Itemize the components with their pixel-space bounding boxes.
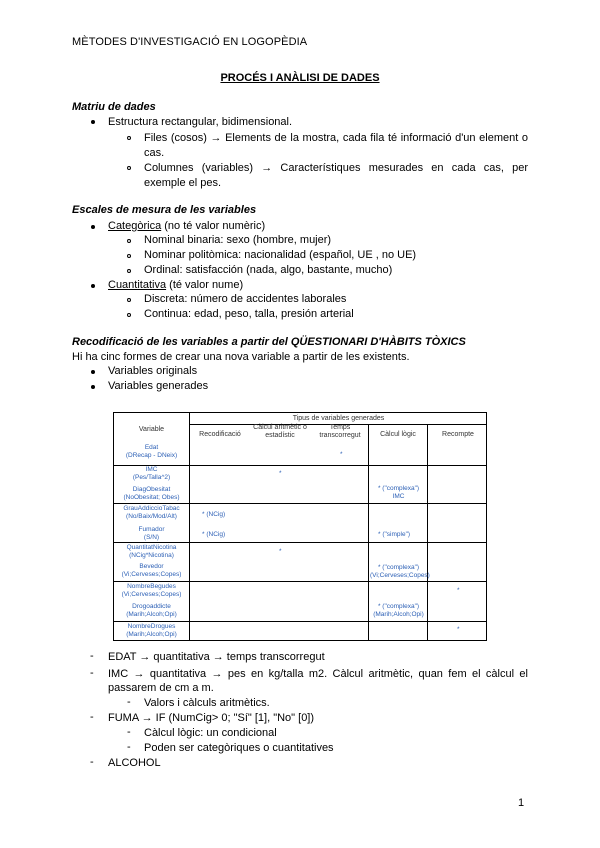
var-sub: (Marih;Alcoh;Opi) <box>126 630 177 638</box>
var-sub: (Vi;Cerveses;Copes) <box>121 570 182 578</box>
table-row-variable <box>114 466 189 481</box>
circle-bullet <box>127 166 131 170</box>
s2-continua: Continua: edad, peso, talla, presión arterial <box>144 308 354 320</box>
heading-matriu: Matriu de dades <box>72 101 156 113</box>
var-name: DiagObesitat <box>132 486 171 493</box>
col-divider <box>427 425 428 640</box>
variables-table <box>113 412 487 641</box>
s3-intro: Hi ha cinc formes de crear una nova variable a partir de les existents. <box>72 351 410 363</box>
mark-complexa-sub: (Vi;Cerveses;Copes) <box>370 571 430 579</box>
bullet-dot <box>91 370 95 374</box>
var-sub: (NoObesitat; Obes) <box>123 493 180 501</box>
var-sub: (NCig*Nicotina) <box>129 551 174 559</box>
circle-bullet <box>127 239 131 243</box>
s2-categorica <box>108 220 265 232</box>
mark-complexa-sub: IMC <box>392 492 405 500</box>
row-divider <box>114 542 486 543</box>
table-row-variable <box>114 563 189 578</box>
circle-bullet <box>127 313 131 317</box>
col-header-recompte: Recompte <box>442 431 474 438</box>
var-name: NombreBegudes <box>127 583 176 590</box>
var-sub: (Pes/Talla^2) <box>132 473 171 481</box>
col-divider <box>368 425 369 640</box>
var-name: IMC <box>145 466 158 473</box>
running-header: MÈTODES D'INVESTIGACIÓ EN LOGOPÈDIA <box>72 36 308 48</box>
mark-fumador-recod: * (NCig) <box>202 531 226 538</box>
mark-nbegudes-recompte: * <box>457 587 460 594</box>
dash-marker: - <box>90 650 94 662</box>
heading-escales: Escales de mesura de les variables <box>72 204 257 216</box>
var-name: NombreDrogues <box>127 623 176 630</box>
var-name: Drogoaddicte <box>132 603 171 610</box>
var-sub: (DRecap - DNeix) <box>125 451 178 459</box>
circle-bullet <box>127 269 131 273</box>
s2-cuantitativa <box>108 279 243 291</box>
page-number: 1 <box>518 797 525 809</box>
mark-diagobesitat-logic <box>370 485 427 500</box>
mark-nicotina-aritmetic: * <box>279 548 282 555</box>
item-edat: EDAT → quantitativa → temps transcorregut <box>108 651 325 663</box>
mark-bevedor-logic <box>370 564 430 579</box>
mark-edat-temps: * <box>340 451 343 458</box>
var-sub: (S/N) <box>143 533 160 541</box>
categorica-label: Categòrica <box>108 220 162 232</box>
row-divider <box>114 503 486 504</box>
page-title: PROCÉS I ANÀLISI DE DADES <box>220 72 380 84</box>
categorica-rest: (no té valor numèric) <box>161 220 266 232</box>
s3-originals: Variables originals <box>108 365 198 377</box>
var-sub: (Vi;Cerveses;Copes) <box>121 590 182 598</box>
table-row-variable <box>114 583 189 598</box>
bullet-dot <box>91 284 95 288</box>
col-header-temps: Temps transcorregut <box>319 424 361 439</box>
var-sub: (Marih;Alcoh;Opi) <box>126 610 177 618</box>
circle-bullet <box>127 254 131 258</box>
table-row-variable <box>114 603 189 618</box>
table-row-variable <box>114 544 189 559</box>
s3-generades: Variables generades <box>108 380 209 392</box>
table-row-variable <box>114 486 189 501</box>
bullet-dot <box>91 120 95 124</box>
s2-nominal-politomica: Nominar politòmica: nacionalidad (español, UE , no UE) <box>144 249 417 261</box>
bullet-dot <box>91 385 95 389</box>
var-name: GrauAddiccioTabac <box>123 505 180 512</box>
dash-marker: - <box>127 696 131 708</box>
mark-imc-aritmetic: * <box>279 470 282 477</box>
mark-grau-recod: * (NCig) <box>202 511 226 518</box>
dash-marker: - <box>90 756 94 768</box>
col-divider <box>189 413 190 640</box>
var-name: QuantitatNicotina <box>126 544 177 551</box>
s2-nominal-binaria: Nominal binaria: sexo (hombre, mujer) <box>144 234 332 246</box>
table-row-variable <box>114 526 189 541</box>
circle-bullet <box>127 136 131 140</box>
mark-ndrogues-recompte: * <box>457 626 460 633</box>
item-imc-sub: Valors i càlculs aritmètics. <box>144 697 270 709</box>
item-fuma-sub2: Poden ser categòriques o cuantitatives <box>144 742 334 754</box>
col-header-calcul-aritmetic: Càlcul aritmètic o estadístic <box>253 424 307 439</box>
circle-bullet <box>127 298 131 302</box>
row-divider <box>114 581 486 582</box>
s2-ordinal: Ordinal: satisfacción (nada, algo, bastante, mucho) <box>144 264 393 276</box>
var-name: Bevedor <box>139 563 164 570</box>
dash-marker: - <box>127 741 131 753</box>
item-imc: IMC → quantitativa → pes en kg/talla m2. Càlcul aritmètic, quan fem el càlcul el passarem de cm a m. <box>108 668 528 694</box>
table-row-variable <box>114 444 189 459</box>
group-header: Tipus de variables generades <box>292 415 385 422</box>
item-alcohol: ALCOHOL <box>108 757 161 769</box>
table-row-variable <box>114 623 189 638</box>
cuantitativa-label: Cuantitativa <box>108 279 167 291</box>
mark-complexa: * ("complexa") <box>377 485 420 492</box>
dash-marker: - <box>90 711 94 723</box>
dash-marker: - <box>127 726 131 738</box>
var-name: Fumador <box>138 526 165 533</box>
heading-recodificacio: Recodificació de les variables a partir del QÜESTIONARI D'HÀBITS TÒXICS <box>72 336 466 348</box>
item-fuma: FUMA → IF (NumCig> 0; "Sí" [1], "No" [0]) <box>108 712 315 724</box>
col-header-variable: Variable <box>138 426 165 433</box>
var-sub: (No/Baix/Mod/Alt) <box>126 512 177 520</box>
mark-complexa: * ("complexa") <box>377 603 420 610</box>
var-name: Edat <box>144 444 159 451</box>
mark-fumador-logic: * ("simple") <box>378 531 411 538</box>
bullet-dot <box>91 225 95 229</box>
s2-discreta: Discreta: número de accidentes laborales <box>144 293 347 305</box>
table-row-variable <box>114 505 189 520</box>
mark-complexa-sub: (Marih;Alcoh;Opi) <box>373 610 424 618</box>
cuantitativa-rest: (té valor nume) <box>166 279 244 291</box>
s1-bullet-1: Estructura rectangular, bidimensional. <box>108 116 293 128</box>
item-fuma-sub1: Càlcul lògic: un condicional <box>144 727 277 739</box>
s1-files: Files (cosos) → Elements de la mostra, cada fila té informació d'un element o cas. <box>144 132 528 159</box>
s1-columnes: Columnes (variables) → Característiques mesurades en cada cas, per exemple el pes. <box>144 162 528 189</box>
col-header-recodificacio: Recodificació <box>199 431 241 438</box>
mark-drogo-logic <box>370 603 427 618</box>
row-divider <box>114 621 486 622</box>
mark-complexa: * ("complexa") <box>377 564 420 571</box>
dash-marker: - <box>90 667 94 679</box>
col-header-calcul-logic: Càlcul lògic <box>380 431 416 438</box>
